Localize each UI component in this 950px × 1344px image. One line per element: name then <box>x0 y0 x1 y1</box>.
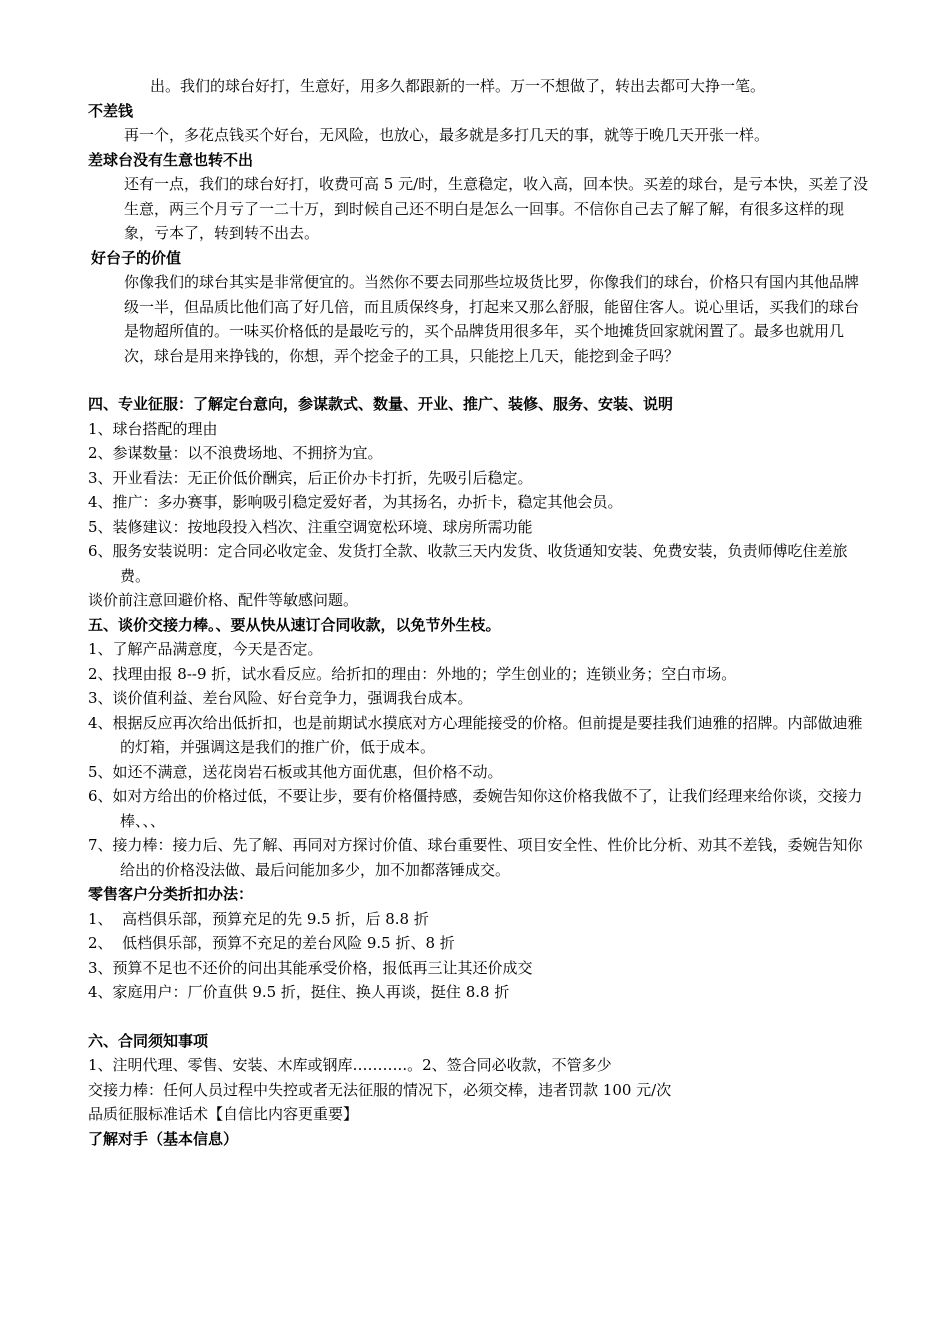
text-line: 品质征服标准话术【自信比内容更重要】 <box>88 1105 359 1123</box>
list-item: 1、球台搭配的理由 <box>88 419 218 438</box>
list-item: 5、装修建议：按地段投入档次、注重空调宽松环境、球房所需功能 <box>88 517 533 536</box>
spacer <box>88 1005 870 1029</box>
intro-continuation: 出。我们的球台好打，生意好，用多久都跟新的一样。万一不想做了，转出去都可大挣一笔。 <box>150 77 766 95</box>
list-item: 4、推广：多办赛事，影响吸引稳定爱好者，为其扬名，办折卡，稳定其他会员。 <box>88 493 623 511</box>
part5 <box>88 613 870 883</box>
list-item: 2、 低档俱乐部，预算不充足的差台风险 9.5 折、8 折 <box>88 934 455 952</box>
list-item: 6、如对方给出的价格过低，不要让步，要有价格僵持感，委婉告知你这价格我做不了，让我们经理来给你谈，交接力棒、、、 <box>88 787 863 830</box>
list-item: 3、预算不足也不还价的问出其能承受价格，报低再三让其还价成交 <box>88 958 533 977</box>
part4-heading: 四、专业征服：了解定台意向，参谋款式、数量、开业、推广、装修、服务、安装、说明 <box>88 395 674 413</box>
list-item: 3、开业看法：无正价低价酬宾，后正价办卡打折，先吸引后稳定。 <box>88 468 533 487</box>
list-item: 4、根据反应再次给出低折扣，也是前期试水摸底对方心理能接受的价格。但前提是要挂我们迪雅的招牌。内部做迪雅的灯箱，并强调这是我们的推广价，低于成本。 <box>88 713 863 756</box>
list-item: 4、家庭用户：厂价直供 9.5 折，挺住、换人再谈，挺住 8.8 折 <box>88 983 510 1001</box>
final-heading: 了解对手（基本信息） <box>88 1129 239 1148</box>
part6 <box>88 1029 870 1152</box>
list-item: 3、谈价值利益、差台风险、好台竞争力，强调我台成本。 <box>88 689 473 707</box>
section-heading: 差球台没有生意也转不出 <box>88 150 254 169</box>
section-body: 你像我们的球台其实是非常便宜的。当然你不要去同那些垃圾货比罗，你像我们的球台，价格只有国内其他品牌级一半，但品质比他们高了好几倍，而且质保终身，打起来又那么舒服，能留住客人。说心里话，买我们的球台是物超所值的。一味买价格低的是最吃亏的，买个品牌货用很多年，买个地摊货回家就闲置了。最多也就用几次，球台是用来挣钱的，你想，弄个挖金子的工具，只能挖上几天，能挖到金子吗？ <box>124 273 860 365</box>
list-item: 1、 高档俱乐部，预算充足的先 9.5 折，后 8.8 折 <box>88 909 429 928</box>
list-item: 2、找理由报 8--9 折，试水看反应。给折扣的理由：外地的；学生创业的；连锁业务；空白市场。 <box>88 664 737 683</box>
section-heading: 不差钱 <box>88 101 134 120</box>
section-bad-table <box>88 148 870 246</box>
part4-note: 谈价前注意回避价格、配件等敏感问题。 <box>88 591 359 609</box>
spacer <box>88 368 870 392</box>
list-item: 1、了解产品满意度，今天是否定。 <box>88 640 323 658</box>
section-body: 还有一点，我们的球台好打，收费可高 5 元/时，生意稳定，收入高，回本快。买差的球台，是亏本快，买差了没生意，两三个月亏了一二十万，到时候自己还不明白是怎么一回事。不信你自己去了解了解，有很多这样的现象，亏本了，转到转不出去。 <box>124 175 869 242</box>
retail-discount <box>88 882 870 1005</box>
section-body: 再一个，多花点钱买个好台，无风险，也放心，最多就是多打几天的事，就等于晚几天开张一样。 <box>124 126 770 144</box>
part6-heading: 六、合同须知事项 <box>88 1031 209 1050</box>
part5-heading: 五、谈价交接力棒。、要从快从速订合同收款，以免节外生枝。 <box>88 615 501 634</box>
text-line: 交接力棒：任何人员过程中失控或者无法征服的情况下，必须交棒，违者罚款 100 元/次 <box>88 1080 672 1099</box>
retail-heading: 零售客户分类折扣办法： <box>88 885 254 903</box>
list-item: 6、服务安装说明：定合同必收定金、发货打全款、收款三天内发货、收货通知安装、免费安装，负责师傅吃住差旅费。 <box>88 542 848 585</box>
section-heading: 好台子的价值 <box>91 248 182 267</box>
section-good-table-value <box>88 246 870 369</box>
section-no-money-issue <box>88 99 870 148</box>
text-line: 1、注明代理、零售、安装、木库或钢库………..。2、签合同必收款，不管多少 <box>88 1056 612 1074</box>
list-item: 7、接力棒：接力后、先了解、再同对方探讨价值、球台重要性、项目安全性、性价比分析、劝其不差钱，委婉告知你给出的价格没法做、最后问能加多少，加不加都落锤成交。 <box>88 836 863 879</box>
list-item: 2、参谋数量：以不浪费场地、不拥挤为宜。 <box>88 444 383 462</box>
part4 <box>88 392 870 613</box>
list-item: 5、如还不满意，送花岗岩石板或其他方面优惠，但价格不动。 <box>88 762 503 781</box>
document-page <box>88 74 870 1151</box>
